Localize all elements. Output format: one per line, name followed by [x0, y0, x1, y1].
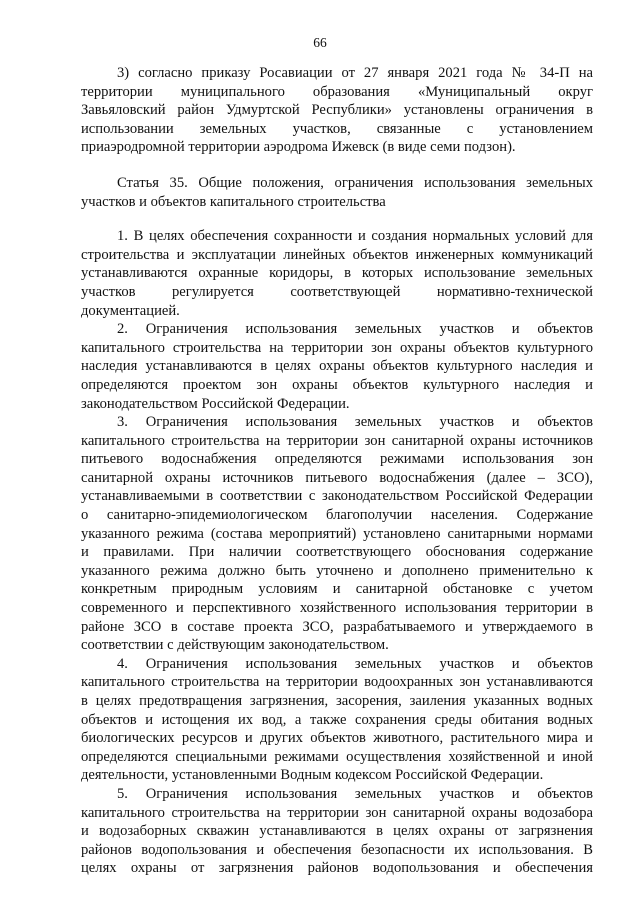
text-line: 2. Ограничения использования земельных участков и объектов: [117, 321, 593, 338]
text-line: современного и перспективного хозяйственного использования территории в: [81, 600, 593, 617]
text-line: и водозаборных скважин устанавливаются в целях охраны от загрязнения: [81, 823, 593, 840]
page-number: 66: [313, 35, 327, 50]
text-line: конкретным природным условиям и санитарной обстановке с учетом: [81, 581, 593, 598]
text-line: 1. В целях обеспечения сохранности и создания нормальных условий для: [117, 228, 593, 245]
document-body: [81, 64, 593, 878]
paragraph-2: [81, 320, 593, 413]
article-heading: [81, 174, 593, 211]
text-line: наследия устанавливаются в целях охраны объектов культурного наследия и: [81, 358, 593, 375]
text-line: указанного режима должно быть уточнено и дополнено применительно к: [81, 562, 593, 579]
text-line: приаэродромной территории аэродрома Ижевск (в виде семи подзон).: [81, 139, 516, 156]
text-line: устанавливаемыми в соответствии с законодательством Российской Федерации: [81, 488, 593, 505]
text-line: соответствии с действующим законодательством.: [81, 637, 389, 654]
text-line: участков и объектов капитального строительства: [81, 193, 386, 210]
text-line: объектов и истощения их вод, а также сохранения среды обитания водных: [81, 711, 593, 728]
text-line: санитарной охраны источников питьевого водоснабжения (далее – ЗСО),: [81, 469, 593, 486]
text-line: устанавливаются охранные коридоры, в которых использование земельных: [81, 265, 593, 282]
text-line: о санитарно-эпидемиологическом благополучии населения. Содержание: [81, 507, 593, 524]
text-line: документацией.: [81, 302, 180, 319]
text-line: указанного режима (состава мероприятий) установлено санитарными нормами: [81, 525, 593, 542]
paragraph-1: [81, 227, 593, 320]
text-line: использовании земельных участков, связанные с установлением: [81, 120, 593, 137]
text-line: районе ЗСО в составе проекта ЗСО, разрабатываемого и утверждаемого в: [81, 618, 593, 635]
text-line: определяются специальными режимами осуществления хозяйственной и иной: [81, 748, 593, 765]
text-line: капитального строительства на территории водоохранных зон устанавливаются: [81, 674, 593, 691]
text-line: законодательством Российской Федерации.: [81, 395, 350, 412]
text-line: 3) согласно приказу Росавиации от 27 января 2021 года № 34-П на: [117, 65, 593, 81]
text-line: капитального строительства на территории зон охраны объектов культурного: [81, 339, 593, 356]
text-line: 5. Ограничения использования земельных участков и объектов: [117, 785, 593, 802]
text-line: Статья 35. Общие положения, ограничения использования земельных: [117, 174, 593, 191]
paragraph-5: [81, 785, 593, 878]
text-line: участков регулируется соответствующей нормативно-технической: [81, 283, 593, 300]
text-line: районов водопользования и обеспечения безопасности их использования. В: [81, 841, 593, 858]
text-line: определяются проектом зон охраны объектов культурного наследия и: [81, 376, 593, 393]
text-line: в целях предотвращения загрязнения, засорения, заиления указанных водных: [81, 693, 593, 709]
text-line: территории муниципального образования «Муниципальный округ: [81, 83, 593, 100]
text-line: биологических ресурсов и других объектов животного, растительного мира и: [81, 730, 593, 747]
text-line: строительства и эксплуатации линейных объектов инженерных коммуникаций: [81, 246, 593, 263]
text-line: капитального строительства на территории зон санитарной охраны источников: [81, 432, 593, 449]
text-line: 3. Ограничения использования земельных участков и объектов: [117, 414, 593, 431]
text-line: питьевого водоснабжения определяются режимами использования зон: [81, 451, 593, 468]
text-line: 4. Ограничения использования земельных участков и объектов: [117, 655, 593, 672]
text-line: Завьяловский район Удмуртской Республики» установлены ограничения в: [81, 102, 593, 119]
text-line: и правилами. При наличии соответствующего обоснования содержание: [81, 544, 593, 561]
text-line: деятельности, установленными Водным кодексом Российской Федерации.: [81, 767, 544, 784]
paragraph-4: [81, 655, 593, 785]
paragraph-3: [81, 413, 593, 655]
paragraph-item-3: [81, 64, 593, 157]
text-line: целях охраны от загрязнения районов водопользования и обеспечения: [81, 860, 593, 877]
text-line: капитального строительства на территории зон санитарной охраны водозабора: [81, 804, 593, 821]
